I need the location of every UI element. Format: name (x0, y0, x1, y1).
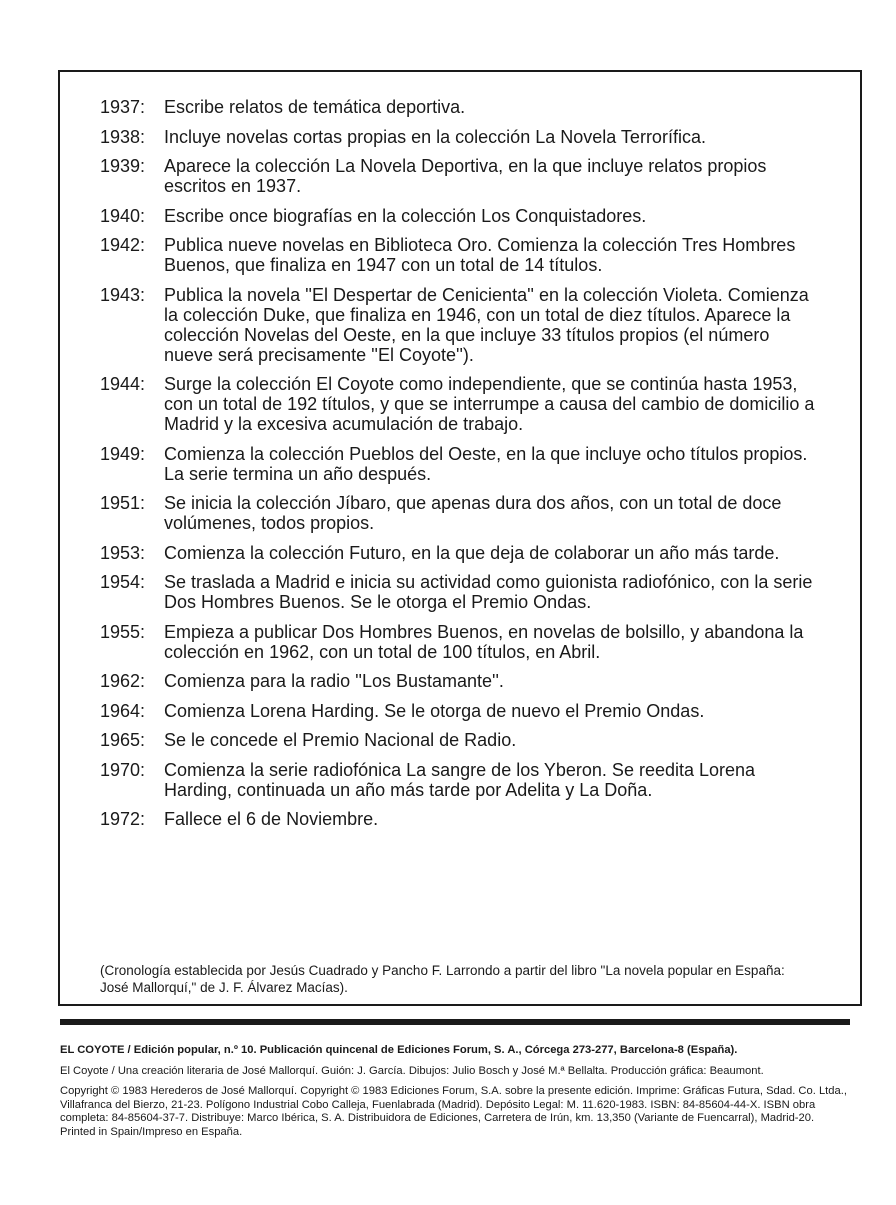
entry-text: Publica la novela ''El Despertar de Cenicienta'' en la colección Violeta. Comienza la colección Duke, que finaliza en 1946, con un total de diez títulos. Aparece la colección Novelas del Oeste, en la que incluye 33 títulos propios (el número nueve será precisamente ''El Coyote''). (164, 284, 809, 365)
chronology-entry (100, 206, 816, 226)
entry-text: Comienza Lorena Harding. Se le otorga de nuevo el Premio Ondas. (164, 700, 705, 721)
entry-text: Comienza para la radio ''Los Bustamante''. (164, 671, 504, 691)
entry-year: 1954: (100, 572, 146, 592)
chronology-list (100, 97, 816, 839)
entry-year: 1949: (100, 443, 146, 464)
entry-year: 1942: (100, 235, 146, 255)
chronology-entry (100, 622, 816, 662)
entry-year: 1953: (100, 542, 146, 563)
entry-text: Publica nueve novelas en Biblioteca Oro. Comienza la colección Tres Hombres Buenos, que finaliza en 1947 con un total de 14 títulos. (164, 235, 796, 275)
entry-text: Comienza la serie radiofónica La sangre de los Yberon. Se reedita Lorena Harding, continuada un año más tarde por Adelita y La Doña. (164, 759, 756, 800)
chronology-entry (100, 809, 816, 829)
entry-text: Se traslada a Madrid e inicia su actividad como guionista radiofónico, con la serie Dos Hombres Buenos. Se le otorga el Premio Ondas. (164, 572, 813, 612)
entry-year: 1944: (100, 374, 146, 394)
entry-year: 1962: (100, 671, 146, 691)
entry-text: Fallece el 6 de Noviembre. (164, 809, 379, 829)
entry-text: Incluye novelas cortas propias en la colección La Novela Terrorífica. (164, 126, 706, 147)
chronology-entry (100, 671, 816, 691)
chronology-entry (100, 760, 816, 800)
entry-year: 1940: (100, 205, 146, 226)
entry-text: Empieza a publicar Dos Hombres Buenos, en novelas de bolsillo, y abandona la colección en 1962, con un total de 100 títulos, en Abril. (164, 621, 804, 662)
entry-year: 1965: (100, 730, 146, 750)
chronology-entry (100, 572, 816, 612)
chronology-entry (100, 374, 816, 434)
entry-year: 1938: (100, 126, 146, 147)
entry-text: Escribe relatos de temática deportiva. (164, 97, 466, 117)
chronology-entry (100, 156, 816, 196)
chronology-entry (100, 701, 816, 721)
chronology-entry (100, 285, 816, 365)
chronology-entry (100, 235, 816, 275)
entry-text: Escribe once biografías en la colección Los Conquistadores. (164, 205, 647, 226)
entry-text: Surge la colección El Coyote como independiente, que se continúa hasta 1953, con un total de 192 títulos, y que se interrumpe a causa del cambio de domicilio a Madrid y la excesiva acumulación de trabajo. (164, 374, 815, 434)
entry-text: Aparece la colección La Novela Deportiva, en la que incluye relatos propios escritos en 1937. (164, 156, 767, 196)
chronology-source-note: (Cronología establecida por Jesús Cuadrado y Pancho F. Larrondo a partir del libro "La novela popular en España: José Mallorquí," de J. F. Álvarez Macías). (100, 963, 785, 995)
entry-text: Comienza la colección Pueblos del Oeste, en la que incluye ocho títulos propios. La serie termina un año después. (164, 443, 808, 484)
entry-year: 1970: (100, 759, 146, 780)
entry-text: Se inicia la colección Jíbaro, que apenas dura dos años, con un total de doce volúmenes, todos propios. (164, 493, 782, 533)
entry-year: 1951: (100, 493, 146, 513)
publisher-line: EL COYOTE / Edición popular, n.º 10. Publicación quincenal de Ediciones Forum, S. A., Córcega 273-277, Barcelona-8 (España). (60, 1044, 738, 1056)
chronology-frame (58, 70, 862, 1006)
entry-year: 1972: (100, 809, 146, 829)
chronology-entry (100, 543, 816, 563)
entry-year: 1943: (100, 284, 146, 305)
entry-year: 1939: (100, 156, 146, 176)
chronology-entry (100, 493, 816, 533)
chronology-entry (100, 444, 816, 484)
chronology-entry (100, 127, 816, 147)
chronology-entry (100, 730, 816, 750)
entry-year: 1937: (100, 97, 146, 117)
entry-text: Se le concede el Premio Nacional de Radio. (164, 730, 517, 750)
chronology-entry (100, 97, 816, 117)
divider-rule (60, 1019, 850, 1025)
colophon (60, 1044, 850, 1146)
entry-year: 1964: (100, 700, 146, 721)
credits-line: El Coyote / Una creación literaria de José Mallorquí. Guión: J. García. Dibujos: Julio Bosch y José M.ª Bellalta. Producción gráfica: Beaumont. (60, 1064, 764, 1077)
entry-year: 1955: (100, 621, 146, 642)
copyright-line: Copyright © 1983 Herederos de José Mallorquí. Copyright © 1983 Ediciones Forum, S.A. sobre la presente edición. Imprime: Gráficas Futura, Sdad. Co. Ltda., Villafranca del Bierzo, 21-23. Polígono Industrial Cobo Calleja, Fuenlabrada (Madrid). Depósito Legal: M. 11.620-1983. ISBN: 84-85604-44-X. ISBN obra completa: 84-85604-37-7. Distribuye: Marco Ibérica, S. A. Distribuidora de Ediciones, Carretera de Irún, km. 13,350 (Variante de Fuencarral), Madrid-20. Printed in Spain/Impreso en España. (60, 1085, 847, 1138)
entry-text: Comienza la colección Futuro, en la que deja de colaborar un año más tarde. (164, 542, 780, 563)
